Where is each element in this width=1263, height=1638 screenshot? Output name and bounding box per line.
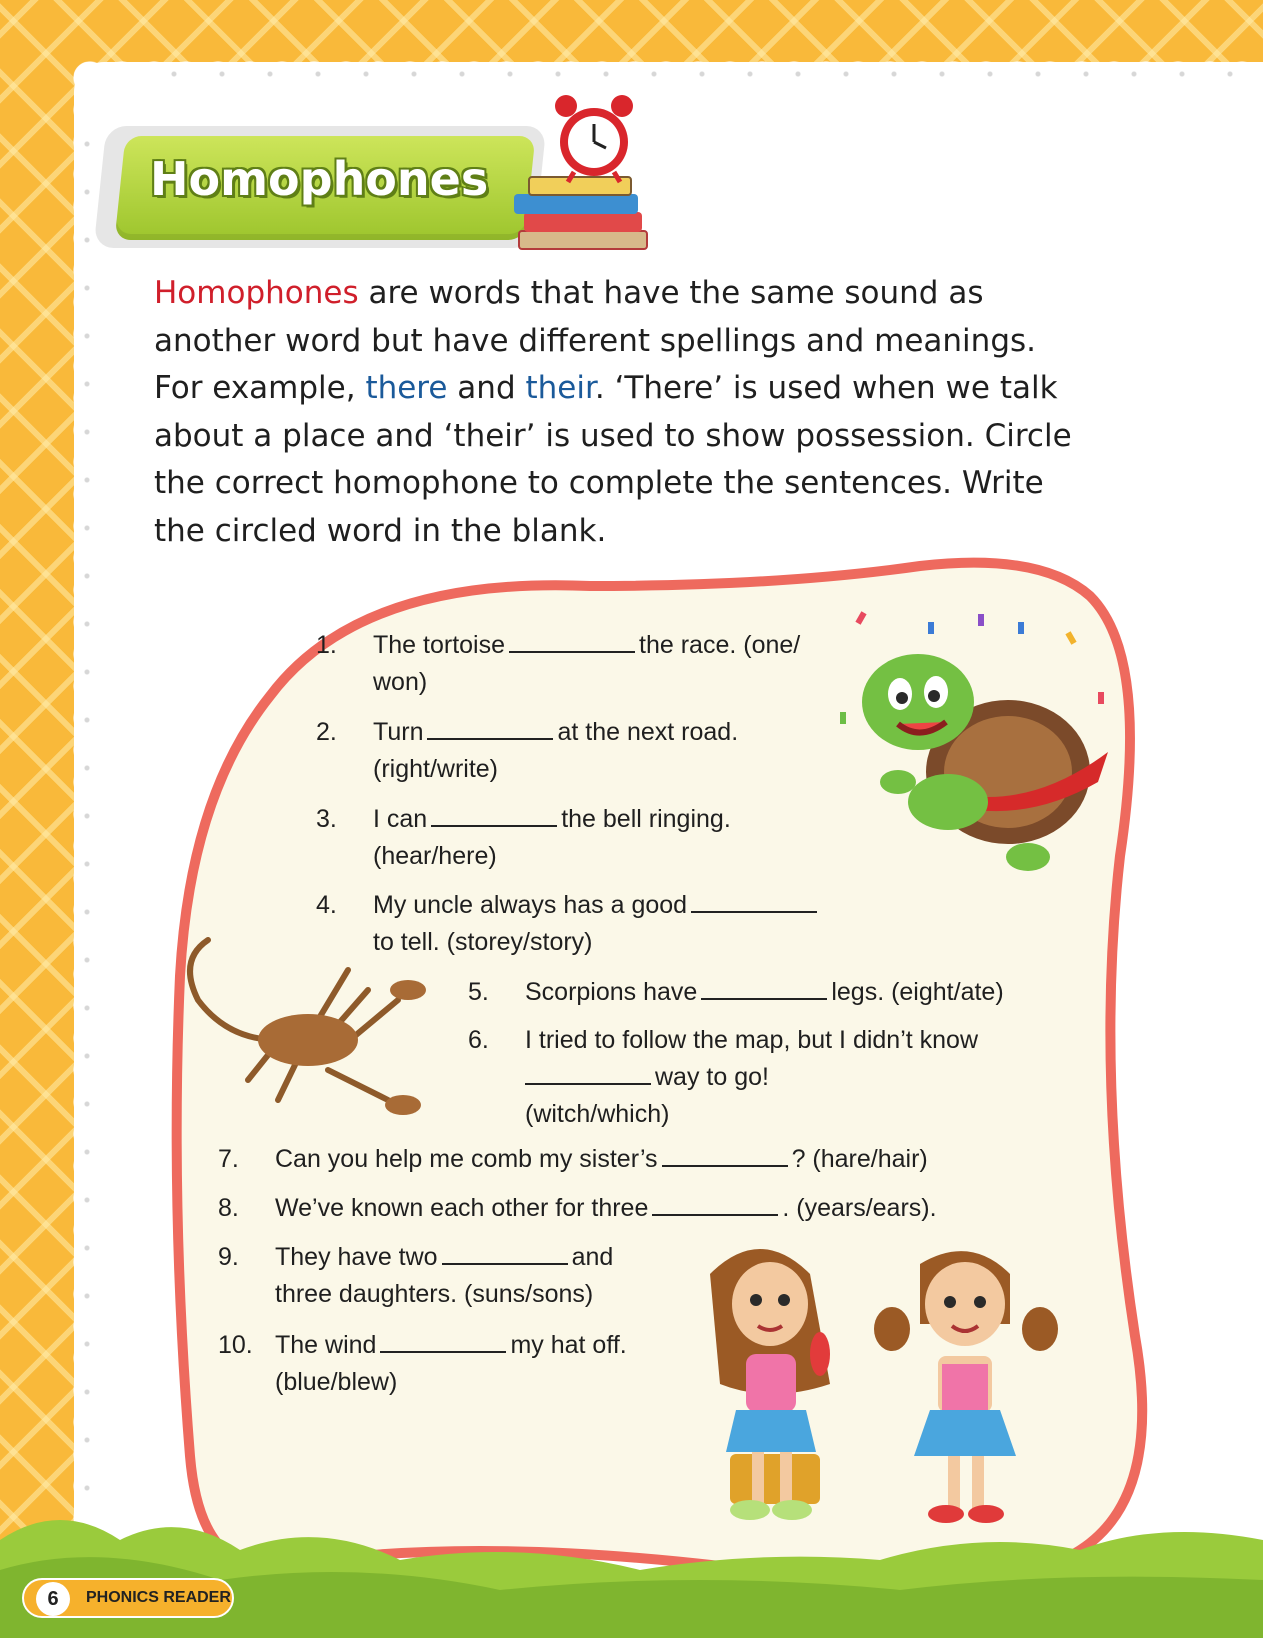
exercise-2 [316, 714, 856, 790]
intro-part-1: are words that have the same sound as another word but have different spellings and meanings. For example, [154, 275, 1037, 406]
exercise-text-before: Scorpions have [525, 978, 698, 1006]
term-homophones: Homophones [154, 275, 359, 311]
exercise-text-before: My uncle always has a good [373, 891, 688, 919]
girls-illustration [680, 1234, 1070, 1534]
example-there: there [365, 370, 448, 406]
exercise-text-before: The wind [275, 1331, 377, 1359]
title-banner [100, 126, 540, 248]
answer-blank[interactable] [427, 714, 553, 740]
exercise-number: 1. [316, 631, 337, 659]
exercise-text-before: We’ve known each other for three [275, 1194, 649, 1222]
exercise-text-after: at the next road. [557, 718, 739, 746]
exercise-9 [218, 1239, 688, 1315]
exercise-text-after: the bell ringing. [561, 805, 731, 833]
exercise-text-line2: (witch/which) [525, 1100, 670, 1128]
tortoise-illustration [828, 602, 1128, 892]
example-their: their [525, 370, 595, 406]
exercise-number: 8. [218, 1194, 239, 1222]
exercise-text-before: Turn [373, 718, 424, 746]
answer-blank[interactable] [662, 1141, 788, 1167]
answer-blank[interactable] [509, 627, 635, 653]
exercise-number: 5. [468, 978, 489, 1006]
exercise-10 [218, 1327, 688, 1403]
intro-and: and [447, 370, 526, 406]
exercise-number: 6. [468, 1026, 489, 1054]
exercise-text-before: They have two [275, 1243, 438, 1271]
answer-blank[interactable] [525, 1059, 651, 1085]
exercise-text-after: ? (hare/hair) [791, 1145, 928, 1173]
exercise-text-before: The tortoise [373, 631, 506, 659]
exercise-text-after: my hat off. [510, 1331, 627, 1359]
answer-blank[interactable] [701, 974, 827, 1000]
answer-blank[interactable] [652, 1190, 778, 1216]
exercise-number: 7. [218, 1145, 239, 1173]
exercise-5 [468, 974, 1068, 1014]
exercise-text-line2: won) [373, 668, 428, 696]
exercise-text-before: I tried to follow the map, but I didn’t know [525, 1026, 979, 1054]
exercise-text-line2: (hear/here) [373, 842, 497, 870]
exercise-text-line2: three daughters. (suns/sons) [275, 1280, 594, 1308]
answer-blank[interactable] [691, 887, 817, 913]
answer-blank[interactable] [442, 1239, 568, 1265]
scorpion-illustration [168, 930, 438, 1130]
intro-paragraph [154, 270, 1094, 555]
exercise-8 [218, 1190, 1018, 1230]
exercise-text-line2: to tell. (storey/story) [373, 928, 593, 956]
exercise-7 [218, 1141, 998, 1181]
exercise-6 [468, 1022, 1068, 1136]
lace-dots-left [78, 120, 96, 1520]
intro-part-2: . ‘There’ is used when we talk about a place and ‘their’ is used to show possession. Circle the correct homophone to complete the sentences. Write the circled word in the blank. [154, 370, 1072, 549]
exercise-number: 9. [218, 1243, 239, 1271]
exercise-text-line2: (blue/blew) [275, 1368, 398, 1396]
exercise-number: 3. [316, 805, 337, 833]
exercise-text-line2: (right/write) [373, 755, 499, 783]
exercise-text-after: way to go! [655, 1063, 769, 1091]
book-title-label: PHONICS READER [86, 1589, 231, 1606]
exercise-text-after: the race. (one/ [639, 631, 801, 659]
alarm-clock-icon [552, 92, 636, 184]
exercise-text-after: legs. (eight/ate) [831, 978, 1004, 1006]
exercise-text-before: Can you help me comb my sister’s [275, 1145, 658, 1173]
exercise-1 [316, 627, 856, 703]
exercise-3 [316, 801, 856, 877]
exercise-number: 2. [316, 718, 337, 746]
exercise-number: 4. [316, 891, 337, 919]
page-number: 6 [36, 1582, 70, 1616]
lace-dots-top [150, 66, 1250, 82]
answer-blank[interactable] [431, 801, 557, 827]
exercise-text-after: and [571, 1243, 614, 1271]
exercise-text-before: I can [373, 805, 428, 833]
answer-blank[interactable] [380, 1327, 506, 1353]
exercise-text-after: . (years/ears). [782, 1194, 937, 1222]
page-title: Homophones [150, 152, 489, 206]
exercise-number: 10. [218, 1331, 253, 1359]
